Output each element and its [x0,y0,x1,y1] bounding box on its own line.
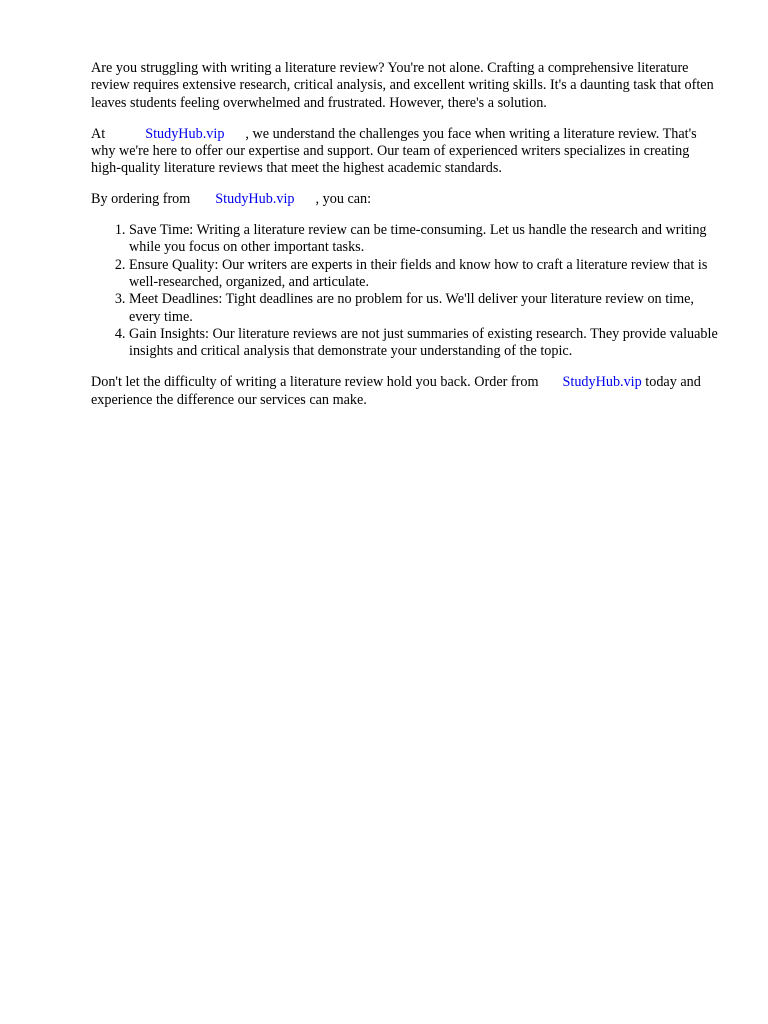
closing-paragraph [91,374,721,409]
studyhub-link-3[interactable]: StudyHub.vip [562,374,642,391]
expertise-paragraph [91,126,721,178]
ordering-tail-text: , you can: [315,190,372,207]
list-item: 2. Ensure Quality: Our writers are experts in their fields and know how to craft a literature review that is well-researched, organized, and articulate. [129,257,721,292]
ordering-paragraph [91,191,721,208]
list-item: 1. Save Time: Writing a literature review can be time-consuming. Let us handle the research and writing while you focus on other important tasks. [129,222,721,257]
closing-lead-text: Don't let the difficulty of writing a literature review hold you back. Order from [91,374,539,391]
document-body [91,60,721,409]
expertise-lead-text: At [91,125,106,142]
ordering-lead-text: By ordering from [91,190,191,207]
studyhub-link-1[interactable]: StudyHub.vip [145,125,225,142]
studyhub-link-2[interactable]: StudyHub.vip [215,190,295,207]
intro-paragraph: Are you struggling with writing a literature review? You're not alone. Crafting a comprehensive literature review requires extensive research, critical analysis, and excellent writing skills. It's a daunting task that often leaves students feeling overwhelmed and frustrated. However, there's a solution. [91,60,714,111]
list-item: 3. Meet Deadlines: Tight deadlines are no problem for us. We'll deliver your literature review on time, every time. [129,291,721,326]
list-item: 4. Gain Insights: Our literature reviews are not just summaries of existing research. They provide valuable insights and critical analysis that demonstrate your understanding of the topic. [129,326,721,361]
closing-tail-text: today and experience the difference our services can make. [91,374,701,408]
expertise-body-text: , we understand the challenges you face when writing a literature review. That's why we're here to offer our expertise and support. Our team of experienced writers specializes in creating high-quality literature reviews that meet the highest academic standards. [91,125,697,177]
benefits-list [91,222,721,360]
